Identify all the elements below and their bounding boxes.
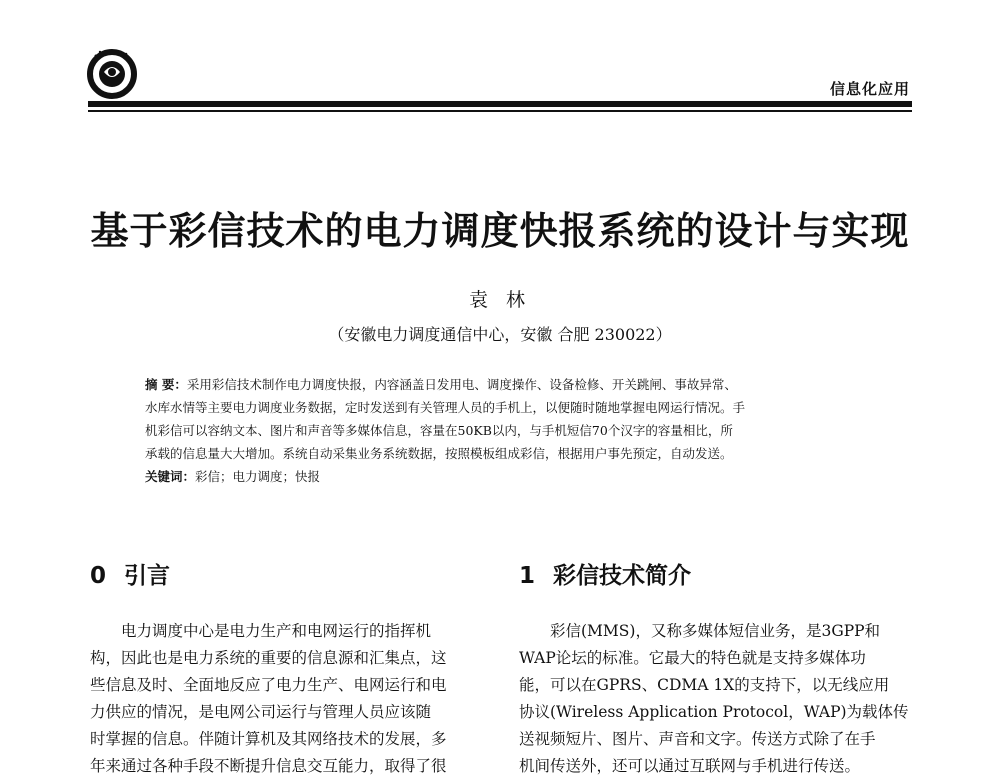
- body-line: 能，可以在GPRS、CDMA 1X的支持下，以无线应用: [519, 676, 890, 694]
- header-rule-thick: [88, 101, 912, 107]
- header-rule-thin: [88, 110, 912, 112]
- article-title: 基于彩信技术的电力调度快报系统的设计与实现: [90, 208, 910, 253]
- journal-logo-icon: [86, 48, 138, 100]
- section-title: 引言: [124, 563, 171, 589]
- section-number: 1: [519, 563, 536, 589]
- body-line: 构，因此也是电力系统的重要的信息源和汇集点，这: [90, 649, 447, 667]
- section-label: 信息化应用: [829, 80, 910, 98]
- abstract-line: [145, 373, 885, 396]
- keywords-line: [145, 465, 885, 488]
- abstract-text: 采用彩信技术制作电力调度快报，内容涵盖日发用电、调度操作、设备检修、开关跳闸、事故异常、: [186, 377, 737, 392]
- abstract-label: 摘 要：: [145, 377, 187, 392]
- body-line: 年来通过各种手段不断提升信息交互能力，取得了很: [90, 757, 447, 775]
- section-number: 0: [90, 563, 107, 589]
- article-affiliation: （安徽电力调度通信中心，安徽 合肥 230022）: [328, 325, 672, 344]
- keywords-text: 彩信；电力调度；快报: [195, 469, 321, 484]
- right-column-body: [519, 618, 919, 780]
- article-author: 袁 林: [468, 289, 532, 311]
- body-line: 机间传送外，还可以通过互联网与手机进行传送。: [519, 757, 861, 775]
- abstract-line: 机彩信可以容纳文本、图片和声音等多媒体信息，容量在50KB以内，与手机短信70个汉字的容量相比，所: [145, 423, 733, 438]
- section-heading-mms: [519, 557, 691, 590]
- abstract-line: 承载的信息量大大增加。系统自动采集业务系统数据，按照模板组成彩信，根据用户事先预定，自动发送。: [145, 446, 733, 461]
- section-heading-introduction: [90, 557, 170, 590]
- body-line: WAP论坛的标准。它最大的特色就是支持多媒体功: [519, 649, 866, 667]
- left-column-body: [90, 618, 498, 780]
- body-line: 送视频短片、图片、声音和文字。传送方式除了在手: [519, 730, 876, 748]
- body-line: 彩信(MMS)，又称多媒体短信业务，是3GPP和: [519, 622, 881, 640]
- body-line: 力供应的情况，是电网公司运行与管理人员应该随: [90, 703, 432, 721]
- keywords-label: 关键词：: [145, 469, 196, 484]
- body-line: 些信息及时、全面地反应了电力生产、电网运行和电: [90, 676, 447, 694]
- abstract-block: [145, 373, 885, 488]
- body-line: 时掌握的信息。伴随计算机及其网络技术的发展，多: [90, 730, 447, 748]
- section-title: 彩信技术简介: [553, 563, 692, 589]
- abstract-line: 水库水情等主要电力调度业务数据，定时发送到有关管理人员的手机上，以便随时随地掌握电网运行情况。手: [145, 400, 746, 415]
- body-line: 电力调度中心是电力生产和电网运行的指挥机: [90, 622, 432, 640]
- body-line: 协议(Wireless Application Protocol，WAP)为载体传: [519, 703, 909, 721]
